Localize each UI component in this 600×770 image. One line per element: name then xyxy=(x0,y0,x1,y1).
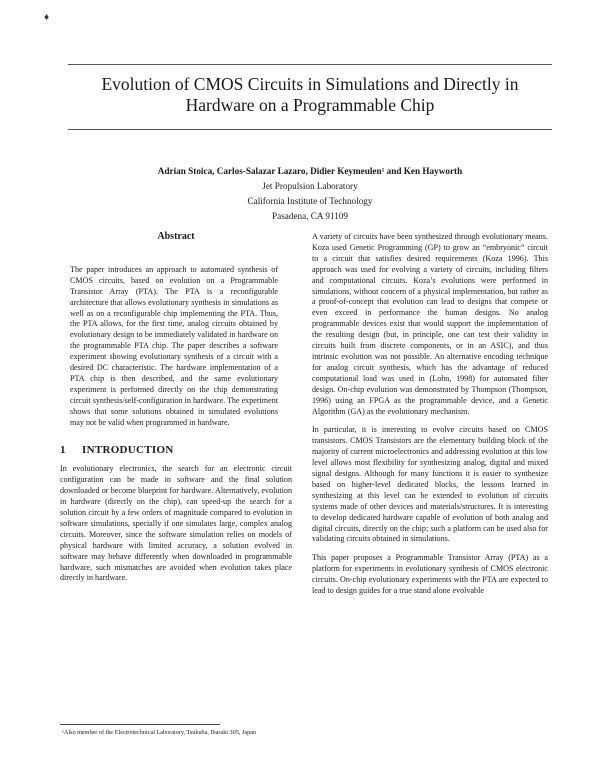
title-line-1: Evolution of CMOS Circuits in Simulations and Directly in xyxy=(101,74,519,94)
title-top-rule xyxy=(68,64,552,65)
page-corner-mark: ♦ xyxy=(44,12,50,23)
right-column xyxy=(312,232,548,605)
affiliation-city: Pasadena, CA 91109 xyxy=(272,211,348,221)
right-paragraph-2: In particular, it is interesting to evolve circuits based on CMOS transistors. CMOS Transistors are the elementary building block of the majority of current microelectronics and addressing evolution at this low level allows most flexibility for synthesizing analog, digital and mixed signal designs. Although for many functions it is easier to synthesize based on higher-level dedicated blocks, the lessons learned in synthesizing at this level can be extended to evolution of circuits systems made of other devices and materials/structures. It is interesting to develop dedicated hardware capable of evolution of both analog and digital circuits, directly on the chip; such a platform can be used also for validating circuits obtained in simulations. xyxy=(312,425,548,544)
right-paragraph-3: This paper proposes a Programmable Transistor Array (PTA) as a platform for experiments in evolutionary synthesis of CMOS electronic circuits. On-chip evolutionary experiments with the PTA are expected to lead to design guides for a true stand alone evolvable xyxy=(312,553,548,596)
author-block xyxy=(60,164,560,224)
intro-paragraph-1: In evolutionary electronics, the search for an electronic circuit configuration can be made in software and the final solution downloaded or become blueprint for hardware. Alternatively, evolution in hardware (directly on the chip), can speed-up the search for a solution circuit by a few orders of magnitude compared to evolution in software simulations, specially if one simulates large, complex analog circuits. Moreover, since the software simulation relies on models of physical hardware with limited accuracy, a solution evolved in software may behave differently when downloaded in programmable hardware, such mismatches are avoided when evolution takes place directly in hardware. xyxy=(60,464,292,583)
title-line-2: Hardware on a Programmable Chip xyxy=(185,95,435,115)
abstract-heading: Abstract xyxy=(157,231,195,242)
affiliation-institute: California Institute of Technology xyxy=(247,196,373,206)
abstract-text: The paper introduces an approach to automated synthesis of CMOS circuits, based on evolution on a Programmable Transistor Array (PTA). The PTA is a reconfigurable architecture that allows evolutionary synthesis in simulations as well as on a reconfigurable chip implementing the PTA. Thus, the PTA allows, for the first time, analog circuits obtained by evolutionary design to be immediately validated in hardware on the programmable PTA chip. The paper describes a software experiment showing evolutionary synthesis of a circuit with a desired DC characteristic. The hardware implementation of a PTA chip is then described, and the same evolutionary experiment is performed directly on the chip demonstrating circuit synthesis/self-configuration in hardware. The experiment shows that some solutions obtained in simulated evolutions may not be valid when programmed in hardware. xyxy=(70,264,278,427)
left-column xyxy=(60,232,292,592)
right-paragraph-1: A variety of circuits have been synthesized through evolutionary means. Koza used Genetic Programming (GP) to grow an “embryonic” circuit to a circuit that satisfies desired requirements (Koza 1996). This approach was used for evolving a variety of circuits, including filters and computational circuits. Koza’s evolutions were performed in simulations, without concern of a physical implementation, but rather as a proof-of-concept that evolution can lead to designs that compete or even exceed in performance the human designs. No analog programmable devices exist that would support the implementation of the resulting design (but, in principle, one can test their validity in circuits built from discrete components, or in an ASIC), and thus intrinsic evolution was not possible. An alternative encoding technique for analog circuit synthesis, which has the advantage of reduced computational load was used in (Lohn, 1998) for automated filter design. On-chip evolution was demonstrated by Thompson (Thompson, 1996) using an FPGA as the programmable device, and a Genetic Algorithm (GA) as the evolutionary mechanism. xyxy=(312,232,548,416)
section-1-title: INTRODUCTION xyxy=(82,443,174,456)
footnote: ¹Also member of the Electrotechnical Laboratory, Tsukuba, Ibaraki 305, Japan xyxy=(62,729,257,736)
section-1-number: 1 xyxy=(60,443,66,456)
author-names: Adrian Stoica, Carlos-Salazar Lazaro, Didier Keymeulen¹ and Ken Hayworth xyxy=(157,166,463,176)
footnote-rule xyxy=(60,724,220,725)
title-bottom-rule xyxy=(68,129,552,130)
paper-title xyxy=(60,74,560,116)
affiliation-lab: Jet Propulsion Laboratory xyxy=(262,181,358,191)
section-1-heading xyxy=(60,445,292,456)
